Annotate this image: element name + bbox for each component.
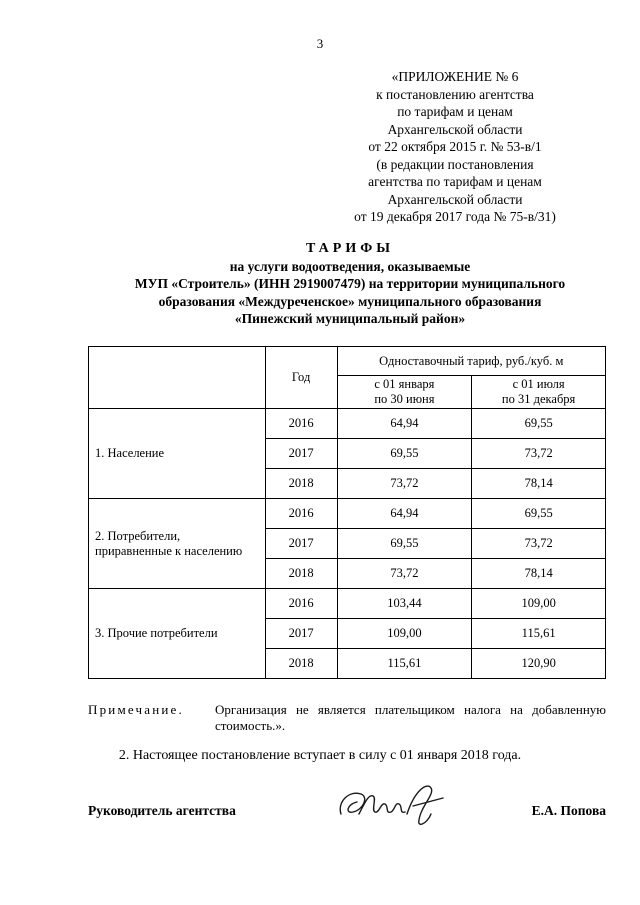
appendix-header	[330, 68, 580, 226]
tariff-cell: 109,00	[472, 589, 606, 619]
category-cell: 3. Прочие потребители	[89, 589, 266, 679]
effective-date-text: 2. Настоящее постановление вступает в силу с 01 января 2018 года.	[118, 748, 522, 763]
table-row	[89, 589, 606, 619]
year-cell: 2017	[265, 619, 337, 649]
page-number: 3	[316, 36, 324, 51]
title-line: на услуги водоотведения, оказываемые	[229, 258, 471, 274]
header-tariff: Одноставочный тариф, руб./куб. м	[337, 347, 605, 376]
title-line: МУП «Строитель» (ИНН 2919007479) на территории муниципального	[134, 276, 566, 291]
tariff-cell: 73,72	[337, 469, 472, 499]
year-cell: 2017	[265, 529, 337, 559]
tariff-cell: 109,00	[337, 619, 472, 649]
title-line: образования «Междуреченское» муниципального образования	[158, 293, 542, 309]
appendix-line: к постановлению агентства	[376, 86, 534, 102]
tariff-cell: 73,72	[472, 439, 606, 469]
signatory-position: Руководитель агентства	[88, 803, 236, 818]
appendix-line: агентства по тарифам и ценам	[368, 174, 542, 189]
appendix-line: по тарифам и ценам	[397, 104, 513, 119]
table-row	[89, 409, 606, 439]
tariff-cell: 64,94	[337, 409, 472, 439]
header-second-half: с 01 июля по 31 декабря	[472, 376, 606, 409]
tariff-cell: 103,44	[337, 589, 472, 619]
year-cell: 2018	[265, 559, 337, 589]
year-cell: 2017	[265, 439, 337, 469]
category-cell: 2. Потребители, приравненные к населению	[89, 499, 266, 589]
tariff-cell: 78,14	[472, 559, 606, 589]
header-category	[89, 347, 266, 409]
year-cell: 2016	[265, 589, 337, 619]
tariff-cell: 78,14	[472, 469, 606, 499]
tariff-cell: 69,55	[337, 439, 472, 469]
appendix-line: Архангельской области	[387, 191, 523, 207]
appendix-line: от 19 декабря 2017 года № 75-в/31)	[354, 209, 556, 224]
signatory-name: Е.А. Попова	[531, 803, 606, 818]
tariff-cell: 64,94	[337, 499, 472, 529]
table-row	[89, 499, 606, 529]
tariff-cell: 69,55	[472, 499, 606, 529]
year-cell: 2018	[265, 649, 337, 679]
year-cell: 2016	[265, 409, 337, 439]
appendix-line: от 22 октября 2015 г. № 53-в/1	[368, 139, 542, 154]
tariff-cell: 73,72	[472, 529, 606, 559]
tariff-table	[88, 346, 606, 679]
category-cell: 1. Население	[89, 409, 266, 499]
signature-icon	[335, 780, 455, 830]
note-text: Организация не является плательщиком налога на добавленную стоимость.».	[215, 702, 606, 733]
appendix-line: «ПРИЛОЖЕНИЕ № 6	[391, 69, 519, 84]
header-first-half: с 01 января по 30 июня	[337, 376, 472, 409]
note-label: Примечание.	[88, 702, 184, 717]
year-cell: 2018	[265, 469, 337, 499]
tariff-cell: 120,90	[472, 649, 606, 679]
tariff-cell: 115,61	[472, 619, 606, 649]
document-title	[60, 240, 640, 328]
tariff-cell: 69,55	[472, 409, 606, 439]
title-heading: ТАРИФЫ	[306, 241, 394, 256]
header-year: Год	[265, 347, 337, 409]
appendix-line: (в редакции постановления	[376, 156, 534, 172]
title-line: «Пинежский муниципальный район»	[234, 311, 466, 326]
tariff-cell: 69,55	[337, 529, 472, 559]
tariff-cell: 73,72	[337, 559, 472, 589]
tariff-cell: 115,61	[337, 649, 472, 679]
appendix-line: Архангельской области	[387, 121, 523, 137]
year-cell: 2016	[265, 499, 337, 529]
